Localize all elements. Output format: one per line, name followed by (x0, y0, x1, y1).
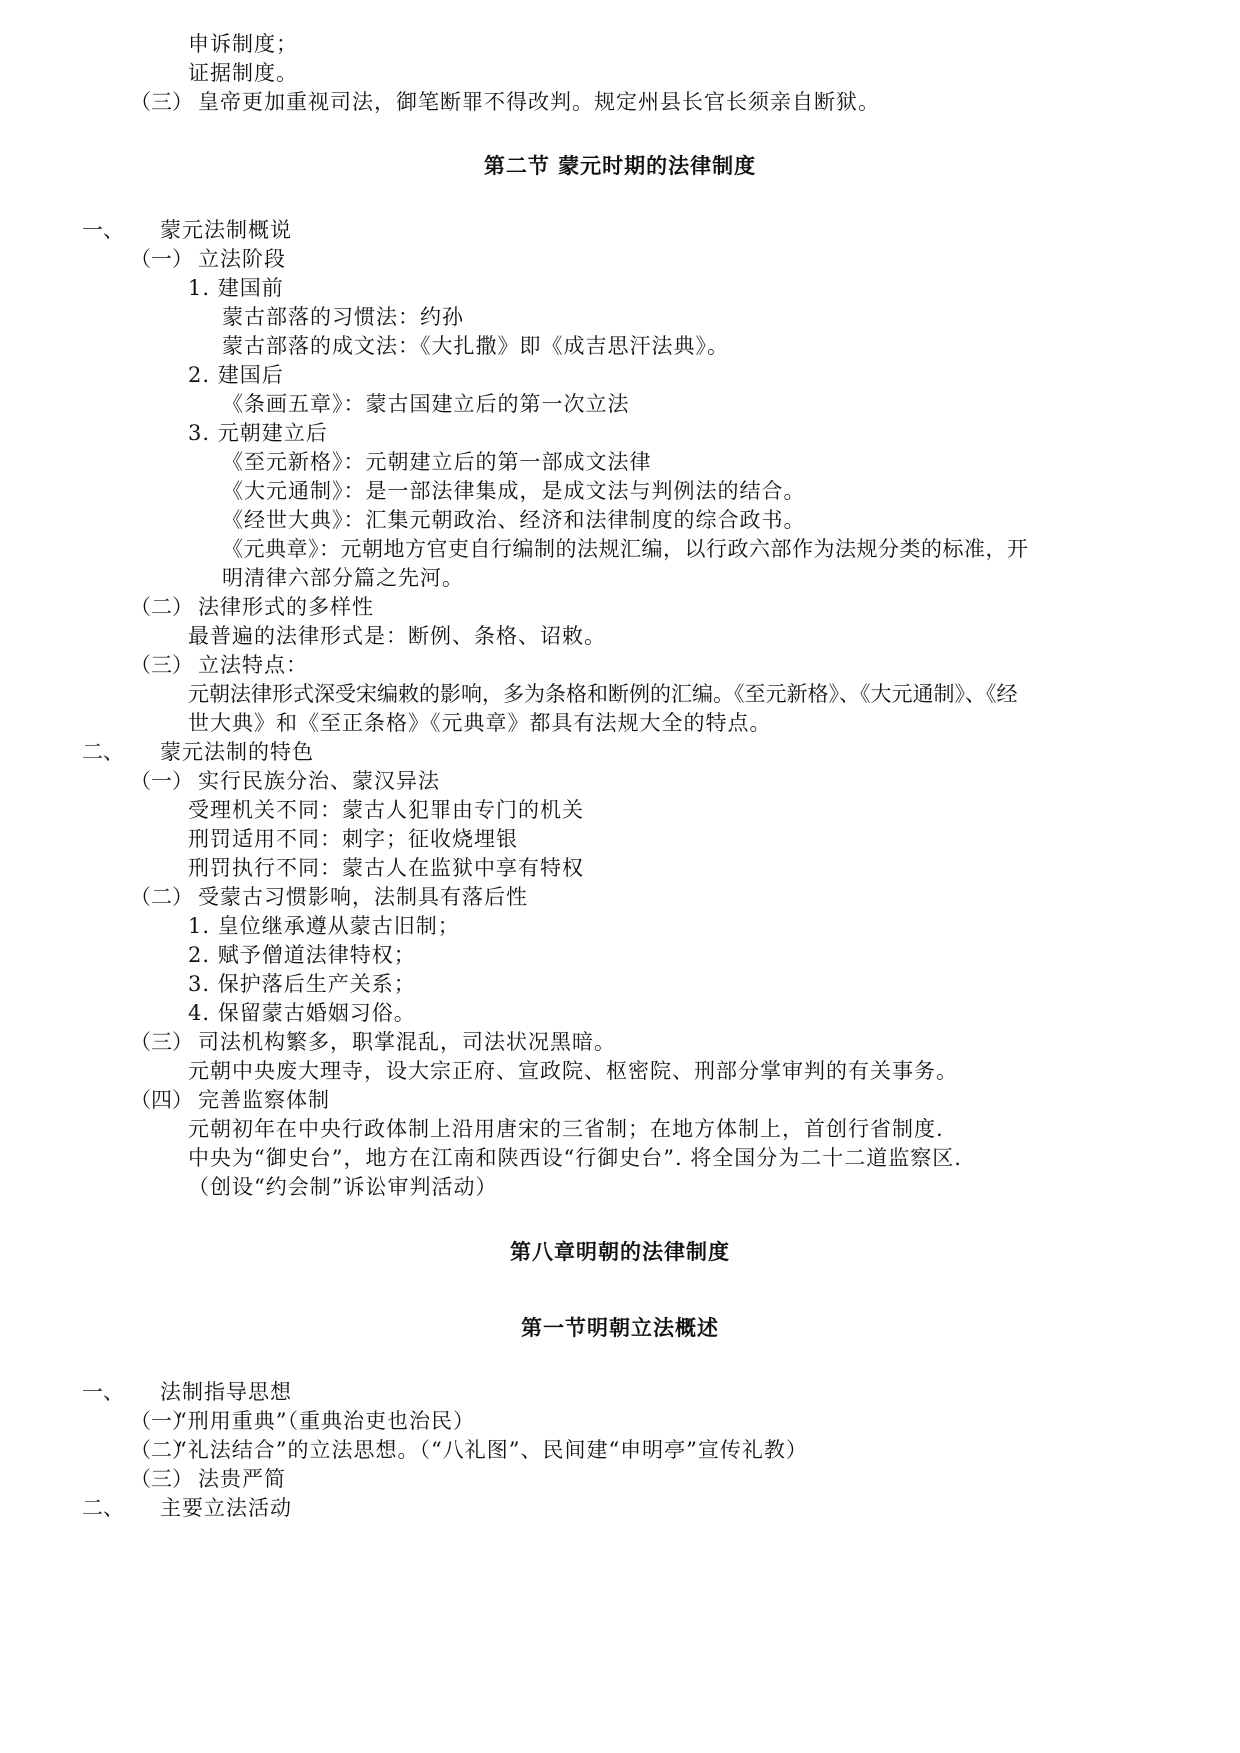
text-line: （创设“约会制”诉讼审判活动） (188, 1175, 498, 1199)
subsection-title: 完善监察体制 (198, 1088, 330, 1112)
list-marker: （一） (130, 1409, 193, 1433)
list-marker: （一） (130, 769, 193, 793)
part-marker: 一、 (82, 1380, 124, 1404)
numbered-item: 4. 保留蒙古婚姻习俗。 (188, 1001, 416, 1025)
subsection-title: 立法特点： (198, 653, 308, 677)
text-line: 证据制度。 (188, 61, 298, 85)
numbered-item: 3. 保护落后生产关系； (188, 972, 416, 996)
text-line: 刑罚执行不同：蒙古人在监狱中享有特权 (188, 856, 584, 880)
text-line: 元朝中央废大理寺，设大宗正府、宣政院、枢密院、刑部分掌审判的有关事务。 (188, 1059, 958, 1083)
part-marker: 二、 (82, 740, 124, 764)
list-item-text: 皇帝更加重视司法，御笔断罪不得改判。规定州县长官长须亲自断狱。 (198, 90, 880, 114)
subsection-title: 实行民族分治、蒙汉异法 (198, 769, 440, 793)
list-marker: （二） (130, 1438, 193, 1462)
numbered-item: 1. 建国前 (188, 276, 284, 300)
list-marker: （三） (130, 90, 193, 114)
part-marker: 二、 (82, 1496, 124, 1520)
list-marker: （三） (130, 1030, 193, 1054)
text-line: 受理机关不同：蒙古人犯罪由专门的机关 (188, 798, 584, 822)
text-line: 明清律六部分篇之先河。 (222, 566, 464, 590)
list-marker: （三） (130, 653, 193, 677)
subsection-title: 受蒙古习惯影响，法制具有落后性 (198, 885, 528, 909)
text-line: 元朝初年在中央行政体制上沿用唐宋的三省制；在地方体制上，首创行省制度. (188, 1117, 944, 1141)
numbered-item: 1. 皇位继承遵从蒙古旧制； (188, 914, 460, 938)
chapter-heading: 第八章明朝的法律制度 (510, 1240, 730, 1264)
part-marker: 一、 (82, 218, 124, 242)
numbered-item: 2. 建国后 (188, 363, 284, 387)
text-line: 《大元通制》：是一部法律集成，是成文法与判例法的结合。 (222, 479, 806, 503)
text-line: 《条画五章》：蒙古国建立后的第一次立法 (222, 392, 630, 416)
text-line: 申诉制度； (188, 32, 298, 56)
list-marker: （四） (130, 1088, 193, 1112)
part-title: 蒙元法制的特色 (160, 740, 314, 764)
text-line: 蒙古部落的成文法：《大扎撒》即《成吉思汗法典》。 (222, 334, 729, 358)
subsection-title: 立法阶段 (198, 247, 286, 271)
list-marker: （二） (130, 885, 193, 909)
list-marker: （三） (130, 1467, 193, 1491)
subsection-title: “礼法结合”的立法思想。（“八礼图”、民间建“申明亭”宣传礼教） (176, 1438, 808, 1462)
subsection-title: 法律形式的多样性 (198, 595, 374, 619)
text-line: 元朝法律形式深受宋编敕的影响，多为条格和断例的汇编。《至元新格》、《大元通制》、《经 (188, 682, 1018, 706)
section-heading: 第二节 蒙元时期的法律制度 (483, 154, 757, 178)
text-line: 《经世大典》：汇集元朝政治、经济和法律制度的综合政书。 (222, 508, 806, 532)
text-line: 蒙古部落的习惯法：约孙 (222, 305, 464, 329)
part-title: 主要立法活动 (160, 1496, 292, 1520)
text-line: 《元典章》：元朝地方官吏自行编制的法规汇编，以行政六部作为法规分类的标准，开 (222, 537, 1029, 561)
part-title: 法制指导思想 (160, 1380, 292, 1404)
text-line: 最普遍的法律形式是：断例、条格、诏敕。 (188, 624, 606, 648)
text-line: 刑罚适用不同：刺字；征收烧埋银 (188, 827, 518, 851)
section-heading: 第一节明朝立法概述 (521, 1316, 719, 1340)
list-marker: （二） (130, 595, 193, 619)
text-line: 《至元新格》：元朝建立后的第一部成文法律 (222, 450, 652, 474)
list-marker: （一） (130, 247, 193, 271)
subsection-title: 法贵严简 (198, 1467, 286, 1491)
text-line: 世大典》和《至正条格》《元典章》都具有法规大全的特点。 (188, 711, 772, 735)
subsection-title: “刑用重典”（重典治吏也治民） (176, 1409, 475, 1433)
numbered-item: 2. 赋予僧道法律特权； (188, 943, 416, 967)
subsection-title: 司法机构繁多，职掌混乱，司法状况黑暗。 (198, 1030, 616, 1054)
part-title: 蒙元法制概说 (160, 218, 292, 242)
numbered-item: 3. 元朝建立后 (188, 421, 328, 445)
text-line: 中央为“御史台”，地方在江南和陕西设“行御史台”. 将全国分为二十二道监察区. (188, 1146, 962, 1170)
